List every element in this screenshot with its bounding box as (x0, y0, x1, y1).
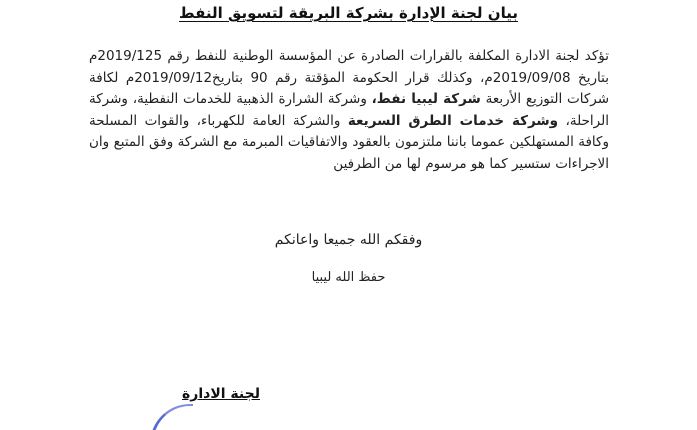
signature-label: لجنة الادارة (182, 386, 260, 402)
stamp-icon (150, 404, 193, 430)
document-title: بيان لجنة الإدارة بشركة البريقة لتسويق النفط (179, 4, 518, 22)
closing-line: وفقكم الله جميعا واعانكم (274, 232, 423, 248)
hafiz-line: حفظ الله ليبيا (311, 270, 386, 285)
statement-body (89, 46, 609, 175)
statement-bold-1: شركة ليبيا نفط، (371, 91, 481, 107)
statement-paragraph (89, 46, 609, 175)
statement-text-3: والشركة العامة للكهرباء، والقوات المسلحة وكافة المستهلكين عموما باننا ملتزمون بالعقود والاتفاقيات المبرمة مع الشركة وفق المتبع وان الاجراءات ستسير كما هو مرسوم لها من الطرفين (89, 112, 609, 172)
statement-text-2: وشركة الشرارة الذهبية للخدمات النفطية، وشركة الراحلة، (89, 91, 609, 129)
statement-text-1: تؤكد لجنة الادارة المكلفة بالقرارات الصادرة عن المؤسسة الوطنية للنفط رقم 2019/125م بتاريخ 2019/09/08م، وكذلك قرار الحكومة المؤقتة رقم 90 بتاريخ2019/09/12م لكافة شركات التوزيع الأربعة (89, 48, 610, 107)
statement-bold-2: وشركة خدمات الطرق السريعة (347, 112, 559, 129)
